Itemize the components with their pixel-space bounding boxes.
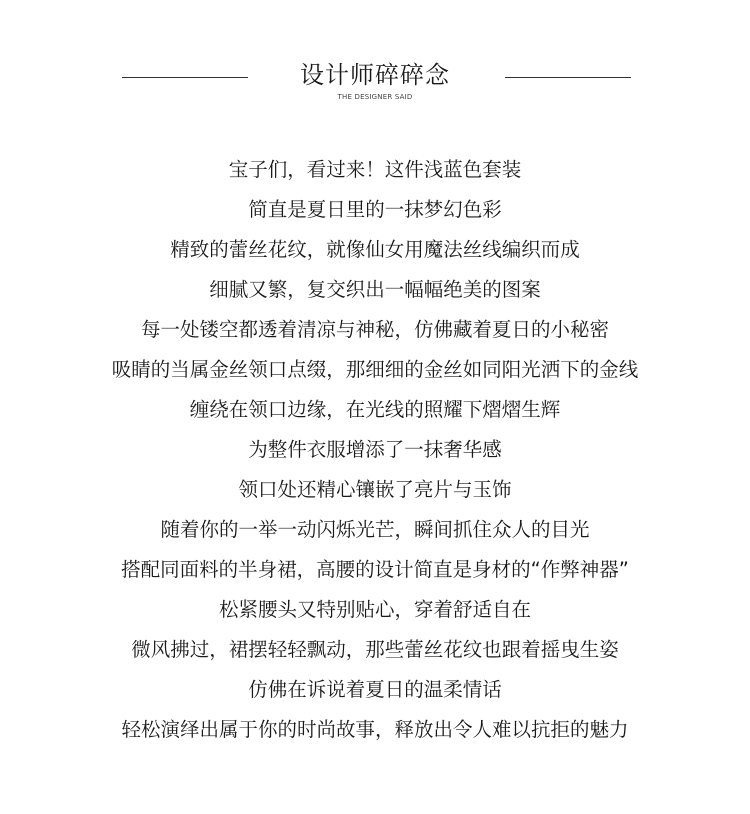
text-line: 仿佛在诉说着夏日的温柔情话 <box>248 678 502 701</box>
text-line: 微风拂过，裙摆轻轻飘动，那些蕾丝花纹也跟着摇曳生姿 <box>131 638 619 661</box>
section-title: 设计师碎碎念 <box>300 61 450 89</box>
text-line: 领口处还精心镶嵌了亮片与玉饰 <box>238 478 512 501</box>
text-line: 缠绕在领口边缘，在光线的照耀下熠熠生辉 <box>189 398 561 421</box>
section-header <box>0 58 750 108</box>
text-line: 搭配同面料的半身裙，高腰的设计简直是身材的“作弊神器” <box>121 558 629 581</box>
text-line: 精致的蕾丝花纹，就像仙女用魔法丝线编织而成 <box>170 238 580 261</box>
text-line: 细腻又繁，复交织出一幅幅绝美的图案 <box>209 278 541 301</box>
text-line: 随着你的一举一动闪烁光芒，瞬间抓住众人的目光 <box>160 518 590 541</box>
section-subtitle: THE DESIGNER SAID <box>337 93 413 101</box>
text-line: 松紧腰头又特别贴心，穿着舒适自在 <box>218 598 531 621</box>
text-line: 每一处镂空都透着清凉与神秘，仿佛藏着夏日的小秘密 <box>140 318 609 341</box>
description-text <box>0 150 750 750</box>
text-line: 简直是夏日里的一抹梦幻色彩 <box>248 198 502 221</box>
text-line: 宝子们，看过来！这件浅蓝色套装 <box>228 158 522 181</box>
text-line: 为整件衣服增添了一抹奢华感 <box>248 438 502 461</box>
right-divider <box>505 77 631 78</box>
text-line: 轻松演绎出属于你的时尚故事，释放出令人难以抗拒的魅力 <box>121 718 629 741</box>
text-line: 吸睛的当属金丝领口点缀，那细细的金丝如同阳光洒下的金线 <box>111 358 639 381</box>
